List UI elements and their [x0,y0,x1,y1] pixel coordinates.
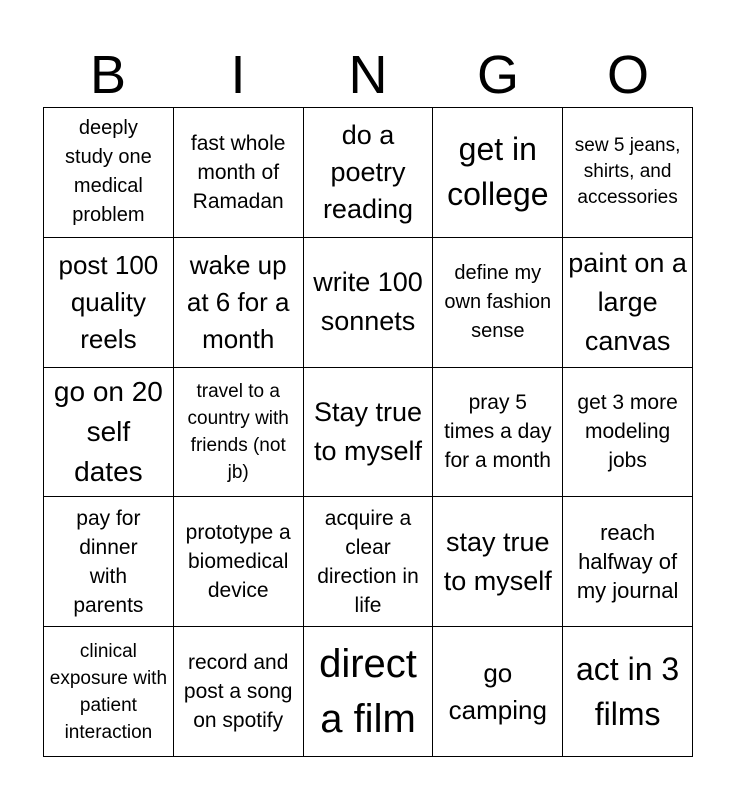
bingo-cell-text: do a poetry reading [322,119,414,224]
bingo-cell-text: Stay true to myself [313,396,423,466]
header-letter-o: O [606,45,649,105]
header-letter-i: I [230,45,246,105]
bingo-cell-r4c2[interactable] [174,497,304,627]
bingo-cell-text: stay true to myself [443,526,552,596]
bingo-cell-r2c3[interactable] [304,238,434,368]
bingo-cell-r3c3[interactable] [304,368,434,498]
bingo-cell-r1c3[interactable] [304,108,434,238]
bingo-cell-r4c5[interactable] [563,497,693,627]
bingo-cell-r3c4[interactable] [433,368,563,498]
bingo-cell-text: sew 5 jeans, shirts, and accessories [574,135,681,209]
bingo-cell-text: record and post a song on spotify [183,651,293,733]
header-letter-n: N [348,45,388,105]
bingo-cell-r3c2[interactable] [174,368,304,498]
bingo-cell-text: deeply study one medical problem [65,117,152,227]
bingo-cell-r3c1[interactable] [44,368,174,498]
bingo-cell-r4c1[interactable] [44,497,174,627]
bingo-cell-r1c4[interactable] [433,108,563,238]
bingo-cell-text: pay for dinner with parents [73,506,144,617]
bingo-cell-r1c5[interactable] [563,108,693,238]
bingo-cell-r3c5[interactable] [563,368,693,498]
bingo-cell-text: get 3 more modeling jobs [577,391,678,473]
bingo-cell-r2c4[interactable] [433,238,563,368]
bingo-cell-text: reach halfway of my journal [576,520,679,604]
bingo-cell-text: pray 5 times a day for a month [444,391,552,473]
bingo-cell-text: write 100 sonnets [313,267,423,337]
bingo-cell-text: fast whole month of Ramadan [190,131,286,213]
bingo-cell-text: act in 3 films [576,650,680,732]
bingo-cell-r5c4[interactable] [433,627,563,757]
bingo-cell-text: direct a film [319,641,417,741]
bingo-cell-r5c3[interactable] [304,627,434,757]
bingo-cell-r2c5[interactable] [563,238,693,368]
bingo-cell-text: wake up at 6 for a month [186,249,290,354]
bingo-cell-text: get in college [447,131,549,213]
bingo-cell-r2c2[interactable] [174,238,304,368]
bingo-board [43,107,693,757]
bingo-cell-r1c2[interactable] [174,108,304,238]
bingo-cell-text: acquire a clear direction in life [317,506,419,617]
bingo-cell-r2c1[interactable] [44,238,174,368]
bingo-cell-r5c2[interactable] [174,627,304,757]
bingo-cell-r5c1[interactable] [44,627,174,757]
bingo-cell-text: go on 20 self dates [53,375,163,487]
bingo-cell-text: travel to a country with friends (not jb) [187,380,289,483]
header-letter-g: G [476,45,519,105]
bingo-cell-text: paint on a large canvas [568,247,687,356]
header-letter-b: B [89,45,127,105]
bingo-cell-r5c5[interactable] [563,627,693,757]
bingo-cell-text: prototype a biomedical device [185,521,291,603]
bingo-cell-text: post 100 quality reels [58,249,159,354]
bingo-cell-text: clinical exposure with patient interaction [49,640,168,743]
bingo-cell-r1c1[interactable] [44,108,174,238]
bingo-cell-text: go camping [448,657,547,725]
bingo-cell-text: define my own fashion sense [444,261,552,342]
bingo-cell-r4c3[interactable] [304,497,434,627]
bingo-header [43,42,693,108]
bingo-cell-r4c4[interactable] [433,497,563,627]
